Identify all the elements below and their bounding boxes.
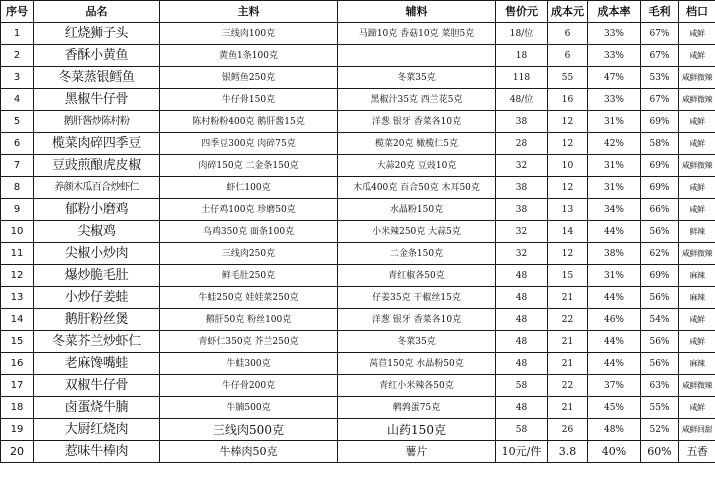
table-row: [1, 23, 715, 45]
header-aux: 辅料: [338, 1, 496, 23]
cell-main: 牛仔骨150克: [160, 89, 338, 111]
cell-main: 三线肉250克: [160, 243, 338, 265]
cell-cost-rate: 44%: [588, 353, 641, 375]
header-main: 主料: [160, 1, 338, 23]
cell-no: 20: [1, 441, 34, 463]
cell-aux: 莴苣150克 水晶粉50克: [338, 353, 496, 375]
cell-category: 咸鲜微辣: [679, 243, 715, 265]
cell-cost-rate: 31%: [588, 177, 641, 199]
table-row: [1, 243, 715, 265]
cell-no: 13: [1, 287, 34, 309]
cell-cost: 16: [548, 89, 588, 111]
cell-price: 28: [496, 133, 548, 155]
cell-no: 12: [1, 265, 34, 287]
cell-price: 10元/件: [496, 441, 548, 463]
cell-main: 鹅肝50克 粉丝100克: [160, 309, 338, 331]
cell-margin: 56%: [641, 331, 679, 353]
cell-aux: 木瓜400克 百合50克 木耳50克: [338, 177, 496, 199]
cell-margin: 69%: [641, 177, 679, 199]
cell-category: 咸鲜: [679, 23, 715, 45]
cell-aux: 冬菜35克: [338, 331, 496, 353]
cell-cost-rate: 33%: [588, 45, 641, 67]
cell-category: 咸鲜微辣: [679, 67, 715, 89]
cell-category: 咸鲜: [679, 177, 715, 199]
cell-cost-rate: 31%: [588, 265, 641, 287]
cell-price: 38: [496, 111, 548, 133]
cell-name: 大厨红烧肉: [34, 419, 160, 441]
cell-aux: 青红小米辣各50克: [338, 375, 496, 397]
cell-price: 58: [496, 375, 548, 397]
cell-aux: 鹌鹑蛋75克: [338, 397, 496, 419]
cell-cost-rate: 42%: [588, 133, 641, 155]
cell-cost: 12: [548, 111, 588, 133]
cell-category: 咸鲜: [679, 309, 715, 331]
cell-main: 三线肉100克: [160, 23, 338, 45]
table-row: [1, 45, 715, 67]
table-row: [1, 221, 715, 243]
cell-name: 冬菜蒸银鳕鱼: [34, 67, 160, 89]
cell-aux: 仔姜35克 干椒丝15克: [338, 287, 496, 309]
cell-category: 麻辣: [679, 265, 715, 287]
cell-price: 48: [496, 309, 548, 331]
cell-cost: 6: [548, 45, 588, 67]
cell-category: 咸鲜: [679, 45, 715, 67]
cell-main: 牛仔骨200克: [160, 375, 338, 397]
cell-cost: 3.8: [548, 441, 588, 463]
table-row: [1, 133, 715, 155]
cell-price: 18: [496, 45, 548, 67]
table-row: [1, 177, 715, 199]
cell-name: 惹味牛棒肉: [34, 441, 160, 463]
cell-main: 牛棒肉50克: [160, 441, 338, 463]
cell-margin: 69%: [641, 155, 679, 177]
header-no: 序号: [1, 1, 34, 23]
cell-price: 32: [496, 155, 548, 177]
header-cost: 成本元: [548, 1, 588, 23]
cell-cost: 15: [548, 265, 588, 287]
cell-aux: 洋葱 银牙 香菜各10克: [338, 111, 496, 133]
cell-no: 11: [1, 243, 34, 265]
cell-name: 尖椒鸡: [34, 221, 160, 243]
cell-price: 48: [496, 353, 548, 375]
header-cost-rate: 成本率: [588, 1, 641, 23]
cell-no: 4: [1, 89, 34, 111]
cell-no: 9: [1, 199, 34, 221]
table-row: [1, 309, 715, 331]
cell-category: 五香: [679, 441, 715, 463]
cell-price: 38: [496, 177, 548, 199]
cell-cost: 10: [548, 155, 588, 177]
header-name: 品名: [34, 1, 160, 23]
cell-margin: 67%: [641, 23, 679, 45]
cell-category: 咸鲜: [679, 111, 715, 133]
header-row: [1, 1, 715, 23]
cell-category: 咸鲜: [679, 331, 715, 353]
cell-no: 1: [1, 23, 34, 45]
cell-name: 鹅肝酱炒陈村粉: [34, 111, 160, 133]
cell-cost-rate: 47%: [588, 67, 641, 89]
cell-aux: 山药150克: [338, 419, 496, 441]
cell-margin: 69%: [641, 111, 679, 133]
cell-name: 红烧狮子头: [34, 23, 160, 45]
cell-price: 48: [496, 265, 548, 287]
cell-cost: 22: [548, 375, 588, 397]
cell-price: 48: [496, 397, 548, 419]
table-row: [1, 397, 715, 419]
cell-margin: 55%: [641, 397, 679, 419]
table-row: [1, 441, 715, 463]
cell-margin: 54%: [641, 309, 679, 331]
cell-price: 48/位: [496, 89, 548, 111]
cell-cost-rate: 34%: [588, 199, 641, 221]
table-row: [1, 287, 715, 309]
cell-name: 香酥小黄鱼: [34, 45, 160, 67]
cell-price: 58: [496, 419, 548, 441]
table-row: [1, 111, 715, 133]
cell-cost-rate: 45%: [588, 397, 641, 419]
table-row: [1, 89, 715, 111]
table-row: [1, 199, 715, 221]
header-margin: 毛利: [641, 1, 679, 23]
cell-category: 咸鲜: [679, 133, 715, 155]
cell-name: 小炒仔姜蛙: [34, 287, 160, 309]
cell-margin: 63%: [641, 375, 679, 397]
cell-cost: 12: [548, 133, 588, 155]
cell-aux: 大蒜20克 豆豉10克: [338, 155, 496, 177]
cell-cost: 21: [548, 397, 588, 419]
cell-price: 18/位: [496, 23, 548, 45]
cell-main: 牛腩500克: [160, 397, 338, 419]
cell-cost-rate: 33%: [588, 23, 641, 45]
cell-no: 5: [1, 111, 34, 133]
cell-cost-rate: 48%: [588, 419, 641, 441]
cell-no: 8: [1, 177, 34, 199]
cell-cost-rate: 38%: [588, 243, 641, 265]
table-row: [1, 67, 715, 89]
cell-category: 鲜辣: [679, 221, 715, 243]
cell-main: 四季豆300克 肉碎75克: [160, 133, 338, 155]
cell-no: 15: [1, 331, 34, 353]
cell-margin: 67%: [641, 45, 679, 67]
cell-aux: 冬菜35克: [338, 67, 496, 89]
cell-no: 19: [1, 419, 34, 441]
cell-no: 2: [1, 45, 34, 67]
cell-name: 卤蛋烧牛腩: [34, 397, 160, 419]
cell-cost: 21: [548, 287, 588, 309]
cell-main: 土仔鸡100克 珍磨50克: [160, 199, 338, 221]
header-category: 档口: [679, 1, 715, 23]
cell-category: 咸鲜: [679, 199, 715, 221]
cell-aux: [338, 45, 496, 67]
cell-name: 鹅肝粉丝煲: [34, 309, 160, 331]
cell-no: 14: [1, 309, 34, 331]
cell-main: 陈村粉粉400克 鹅肝酱15克: [160, 111, 338, 133]
cell-cost-rate: 44%: [588, 221, 641, 243]
cell-margin: 69%: [641, 265, 679, 287]
cell-category: 咸鲜微辣: [679, 89, 715, 111]
table-row: [1, 375, 715, 397]
cell-no: 7: [1, 155, 34, 177]
cell-price: 38: [496, 199, 548, 221]
cell-name: 双椒牛仔骨: [34, 375, 160, 397]
cell-name: 郁粉小磨鸡: [34, 199, 160, 221]
cell-cost: 14: [548, 221, 588, 243]
cell-main: 银鳕鱼250克: [160, 67, 338, 89]
cell-margin: 58%: [641, 133, 679, 155]
cell-name: 爆炒脆毛肚: [34, 265, 160, 287]
cell-price: 32: [496, 221, 548, 243]
cell-no: 6: [1, 133, 34, 155]
cell-price: 48: [496, 331, 548, 353]
cell-cost: 21: [548, 353, 588, 375]
cell-no: 3: [1, 67, 34, 89]
cell-cost-rate: 46%: [588, 309, 641, 331]
cell-cost: 12: [548, 177, 588, 199]
cell-name: 养颜木瓜百合炒虾仁: [34, 177, 160, 199]
cell-no: 10: [1, 221, 34, 243]
cell-main: 肉碎150克 二金条150克: [160, 155, 338, 177]
cell-aux: 黑椒汁35克 西兰花5克: [338, 89, 496, 111]
cell-cost-rate: 44%: [588, 331, 641, 353]
cell-aux: 小米辣250克 大蒜5克: [338, 221, 496, 243]
cell-cost: 13: [548, 199, 588, 221]
cell-margin: 66%: [641, 199, 679, 221]
cell-main: 三线肉500克: [160, 419, 338, 441]
table-row: [1, 331, 715, 353]
table-row: [1, 155, 715, 177]
cell-main: 虾仁100克: [160, 177, 338, 199]
cell-main: 乌鸡350克 面条100克: [160, 221, 338, 243]
cell-margin: 56%: [641, 353, 679, 375]
cell-aux: 青红椒各50克: [338, 265, 496, 287]
cell-price: 32: [496, 243, 548, 265]
cell-price: 48: [496, 287, 548, 309]
cell-no: 16: [1, 353, 34, 375]
cell-price: 118: [496, 67, 548, 89]
cell-cost: 21: [548, 331, 588, 353]
cell-margin: 67%: [641, 89, 679, 111]
cell-cost-rate: 37%: [588, 375, 641, 397]
cell-margin: 52%: [641, 419, 679, 441]
cell-aux: 薯片: [338, 441, 496, 463]
cell-name: 尖椒小炒肉: [34, 243, 160, 265]
cell-cost-rate: 31%: [588, 111, 641, 133]
cell-main: 牛蛙300克: [160, 353, 338, 375]
cell-cost: 55: [548, 67, 588, 89]
header-price: 售价元: [496, 1, 548, 23]
cell-aux: 榄菜20克 橄榄仁5克: [338, 133, 496, 155]
cell-aux: 马蹄10克 香菇10克 菜胆5克: [338, 23, 496, 45]
cell-aux: 二金条150克: [338, 243, 496, 265]
cell-cost: 12: [548, 243, 588, 265]
table-row: [1, 265, 715, 287]
cell-name: 老麻馋嘴蛙: [34, 353, 160, 375]
cell-cost: 22: [548, 309, 588, 331]
cell-cost-rate: 31%: [588, 155, 641, 177]
cell-category: 麻辣: [679, 287, 715, 309]
cell-aux: 水晶粉150克: [338, 199, 496, 221]
cell-category: 麻辣: [679, 353, 715, 375]
cell-margin: 56%: [641, 221, 679, 243]
cell-category: 咸鲜微辣: [679, 375, 715, 397]
cell-main: 黄鱼1条100克: [160, 45, 338, 67]
cell-margin: 60%: [641, 441, 679, 463]
cell-cost: 6: [548, 23, 588, 45]
table-row: [1, 419, 715, 441]
cell-name: 榄菜肉碎四季豆: [34, 133, 160, 155]
cell-cost-rate: 33%: [588, 89, 641, 111]
cell-main: 鲜毛肚250克: [160, 265, 338, 287]
cell-name: 冬菜芥兰炒虾仁: [34, 331, 160, 353]
cell-name: 豆豉煎酿虎皮椒: [34, 155, 160, 177]
cell-cost: 26: [548, 419, 588, 441]
cell-main: 牛蛙250克 娃娃菜250克: [160, 287, 338, 309]
cell-name: 黑椒牛仔骨: [34, 89, 160, 111]
cell-aux: 洋葱 银牙 香菜各10克: [338, 309, 496, 331]
cell-category: 咸鲜微辣: [679, 155, 715, 177]
cell-margin: 56%: [641, 287, 679, 309]
table-row: [1, 353, 715, 375]
cell-no: 18: [1, 397, 34, 419]
cell-cost-rate: 44%: [588, 287, 641, 309]
cell-main: 青虾仁350克 芥兰250克: [160, 331, 338, 353]
cell-cost-rate: 40%: [588, 441, 641, 463]
cell-margin: 53%: [641, 67, 679, 89]
cell-category: 咸鲜回甜: [679, 419, 715, 441]
cell-category: 咸鲜: [679, 397, 715, 419]
cell-margin: 62%: [641, 243, 679, 265]
cell-no: 17: [1, 375, 34, 397]
